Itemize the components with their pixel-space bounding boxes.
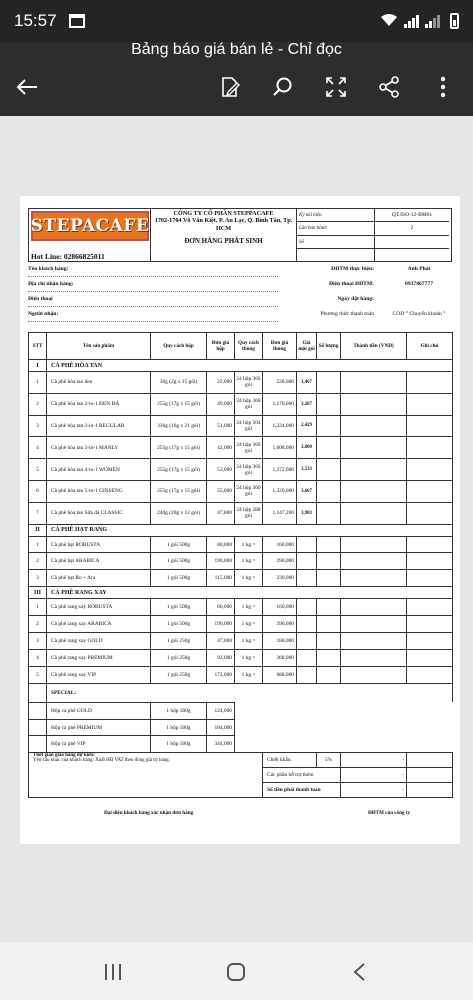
product-name: Cà phê rang xay ARABICA xyxy=(47,616,151,633)
note-cell xyxy=(407,666,453,683)
note-cell xyxy=(407,599,453,616)
table-row xyxy=(29,736,453,753)
carton-spec: 1 kg = xyxy=(235,616,263,633)
box-spec: 1 gói 250g xyxy=(151,666,207,683)
quantity-cell xyxy=(317,393,341,415)
quantity-cell xyxy=(317,459,341,481)
calendar-icon xyxy=(69,14,85,28)
carton-price: 528,000 xyxy=(263,372,297,394)
row-index: 1 xyxy=(29,599,47,616)
note-cell xyxy=(407,415,453,437)
battery-icon xyxy=(450,13,459,29)
row-index xyxy=(29,736,47,753)
box-spec: 255g (17g x 15 gói) xyxy=(151,393,207,415)
column-header: Số lượng xyxy=(317,333,341,360)
carton-spec: 24 hộp 360 gói xyxy=(235,480,263,502)
table-row xyxy=(29,553,453,570)
product-name: Hộp cà phê PREMIUM xyxy=(47,719,151,736)
section-number: III xyxy=(29,587,47,599)
amount-cell xyxy=(341,480,407,502)
carton-price: 1,272,000 xyxy=(263,459,297,481)
box-price: 115,000 xyxy=(207,570,235,587)
pack-price xyxy=(297,536,317,553)
box-spec: 1 hộp 500g xyxy=(151,719,207,736)
amount-cell xyxy=(341,649,407,666)
box-price: 51,000 xyxy=(207,415,235,437)
navigation-bar xyxy=(0,942,473,1000)
section-row xyxy=(29,524,453,536)
product-name: Hộp cà phê GOLD xyxy=(47,702,151,719)
amount-cell xyxy=(341,459,407,481)
pack-price: 3,267 xyxy=(297,393,317,415)
note-cell xyxy=(407,459,453,481)
product-name: Hộp cà phê VIP xyxy=(47,736,151,753)
carton-price: 1,176,000 xyxy=(263,393,297,415)
info-label: Người nhận: xyxy=(28,311,278,322)
product-name: Cà phê hòa tan 2-in-1 ĐEN ĐÁ xyxy=(47,393,151,415)
amount-cell xyxy=(341,553,407,570)
carton-price: 688,000 xyxy=(263,666,297,683)
special-row xyxy=(29,683,453,702)
section-number: II xyxy=(29,524,47,536)
status-bar xyxy=(0,0,473,42)
document-header xyxy=(28,208,452,262)
back-nav-icon[interactable] xyxy=(347,960,371,984)
empty-cell xyxy=(235,702,453,719)
pack-price xyxy=(297,666,317,683)
amount-cell xyxy=(341,616,407,633)
column-header: Ghi chú xyxy=(407,333,453,360)
status-time: 15:57 xyxy=(14,11,57,30)
company-name: CÔNG TY CỔ PHẦN STEPPACAFE xyxy=(173,210,274,217)
column-header: Thành tiền (VNĐ) xyxy=(341,333,407,360)
amount-cell xyxy=(341,502,407,524)
note-cell xyxy=(407,753,453,768)
box-price: 344,000 xyxy=(207,736,235,753)
quantity-cell xyxy=(317,553,341,570)
info-value: 0937867777 xyxy=(405,281,433,287)
column-header: Đơn giá hộp xyxy=(207,333,235,360)
meta-label: Lần ban hành xyxy=(297,222,374,235)
info-label: Điện thoại xyxy=(28,296,278,307)
row-index: 3 xyxy=(29,570,47,587)
note-cell xyxy=(407,616,453,633)
pack-price xyxy=(297,616,317,633)
box-spec: 255g (17g x 15 gói) xyxy=(151,459,207,481)
table-row xyxy=(29,666,453,683)
pack-price xyxy=(297,633,317,650)
staff-signature-label: ĐĐTM của công ty xyxy=(368,810,411,817)
row-index: 3 xyxy=(29,415,47,437)
table-row xyxy=(29,719,453,736)
box-price: 80,000 xyxy=(207,536,235,553)
total-amount: - xyxy=(341,783,407,798)
table-row xyxy=(29,649,453,666)
document-viewer[interactable] xyxy=(0,116,473,942)
product-name: Cà phê rang xay ROBUSTA xyxy=(47,599,151,616)
pack-price xyxy=(297,599,317,616)
quantity-cell xyxy=(317,536,341,553)
carton-price: 1,224,000 xyxy=(263,415,297,437)
wifi-icon xyxy=(380,12,398,31)
note-cell xyxy=(407,768,453,783)
carton-spec: 24 hộp 360 gói xyxy=(235,393,263,415)
pack-price: 1,467 xyxy=(297,372,317,394)
carton-spec: 24 hộp 360 gói xyxy=(235,459,263,481)
quantity-cell xyxy=(317,372,341,394)
info-value: Anh Phát xyxy=(407,266,431,272)
row-index: 2 xyxy=(29,553,47,570)
box-spec: 1 gói 500g xyxy=(151,570,207,587)
app-bar xyxy=(0,42,473,116)
pack-price xyxy=(297,570,317,587)
box-price: 172,000 xyxy=(207,666,235,683)
info-label: Địa chỉ nhận hàng: xyxy=(28,281,278,292)
empty-cell xyxy=(235,736,453,753)
carton-price: 390,000 xyxy=(263,553,297,570)
discount-label: Chiết khấu: xyxy=(263,753,317,768)
pack-price xyxy=(297,649,317,666)
product-name: Cà phê rang xay VIP xyxy=(47,666,151,683)
box-price: 42,000 xyxy=(207,437,235,459)
product-name: Cà phê hạt ARABICA xyxy=(47,553,151,570)
amount-cell xyxy=(341,415,407,437)
box-price: 47,000 xyxy=(207,633,235,650)
info-label: Tên khách hàng: xyxy=(28,266,278,277)
box-spec: 1 hộp 500g xyxy=(151,702,207,719)
box-spec: 1 gói 250g xyxy=(151,649,207,666)
hotline: Hot Line: 02866825011 xyxy=(31,252,105,261)
table-row xyxy=(29,616,453,633)
product-name: Cà phê hòa tan Sữa đá CLASSIC xyxy=(47,502,151,524)
amount-cell xyxy=(341,393,407,415)
box-price: 22,000 xyxy=(207,372,235,394)
info-label: Điện thoại ĐĐTM: xyxy=(328,281,374,287)
edit-icon[interactable] xyxy=(215,72,245,102)
meta-value xyxy=(375,236,449,249)
row-index: 4 xyxy=(29,649,47,666)
support-label: Các phần hỗ trợ thêm xyxy=(263,768,341,783)
row-index: 6 xyxy=(29,480,47,502)
column-header: STT xyxy=(29,333,47,360)
note-cell xyxy=(407,393,453,415)
box-spec: 1 gói 250g xyxy=(151,633,207,650)
support-amount: - xyxy=(341,768,407,783)
quantity-cell xyxy=(317,415,341,437)
carton-price: 160,000 xyxy=(263,536,297,553)
note-cell xyxy=(407,553,453,570)
discount-amount: - xyxy=(341,753,407,768)
amount-cell xyxy=(341,570,407,587)
carton-spec: 1 kg = xyxy=(235,553,263,570)
quantity-cell xyxy=(317,616,341,633)
row-index: 7 xyxy=(29,502,47,524)
carton-spec: 24 hộp 360 gói xyxy=(235,372,263,394)
column-header: Đơn giá thùng xyxy=(263,333,297,360)
product-name: Cà phê hòa tan 5-in-1 GINSENG xyxy=(47,480,151,502)
carton-price: 230,000 xyxy=(263,570,297,587)
pack-price: 2,429 xyxy=(297,415,317,437)
section-name: CÀ PHÊ RANG XAY xyxy=(47,587,453,599)
quantity-cell xyxy=(317,666,341,683)
note-cell xyxy=(407,437,453,459)
price-table xyxy=(28,332,453,798)
table-row xyxy=(29,415,453,437)
box-price: 92,000 xyxy=(207,649,235,666)
note-cell xyxy=(407,480,453,502)
column-header: Quy cách hộp xyxy=(151,333,207,360)
quantity-cell xyxy=(317,570,341,587)
carton-spec: 24 hộp 504 gói xyxy=(235,415,263,437)
carton-price: 160,000 xyxy=(263,599,297,616)
note-cell xyxy=(407,783,453,798)
product-name: Cà phê hòa tan 4-in-1 WOMEN xyxy=(47,459,151,481)
home-icon[interactable] xyxy=(224,960,248,984)
signal-icon-2 xyxy=(425,14,440,28)
status-icons xyxy=(380,12,459,31)
box-spec: 1 gói 500g xyxy=(151,599,207,616)
carton-price: 1,008,000 xyxy=(263,437,297,459)
note-cell xyxy=(407,570,453,587)
product-name: Cà phê hạt Ro + Ara xyxy=(47,570,151,587)
empty-cell xyxy=(235,719,453,736)
section-name: CÀ PHÊ HÒA TAN xyxy=(47,360,453,372)
carton-spec: 1 kg = xyxy=(235,570,263,587)
carton-spec: 1 kg = xyxy=(235,633,263,650)
note-cell xyxy=(407,633,453,650)
box-spec: 255g (17g x 15 gói) xyxy=(151,480,207,502)
table-row xyxy=(29,393,453,415)
box-price: 184,000 xyxy=(207,719,235,736)
row-index: 4 xyxy=(29,437,47,459)
product-name: Cà phê rang xay GOLD xyxy=(47,633,151,650)
note-cell xyxy=(407,502,453,524)
carton-spec: 1 kg = xyxy=(235,666,263,683)
product-name: Cà phê hòa tan 3-in-1 MANLY xyxy=(47,437,151,459)
special-label: SPECIAL: xyxy=(47,683,453,702)
delivery-label: Thời gian giao hàng dự kiến: xyxy=(33,753,95,759)
pack-price xyxy=(297,553,317,570)
amount-cell xyxy=(341,437,407,459)
more-options-icon[interactable] xyxy=(428,72,458,102)
row-index: 1 xyxy=(29,536,47,553)
carton-price: 188,000 xyxy=(263,633,297,650)
column-header: Quy cách thùng xyxy=(235,333,263,360)
table-row xyxy=(29,702,453,719)
product-name: Cà phê hòa tan 3-in-1 REGULAR xyxy=(47,415,151,437)
box-spec: 336g (16g x 21 gói) xyxy=(151,415,207,437)
table-row xyxy=(29,570,453,587)
document-title: Bảng báo giá bán lẻ - Chỉ đọc xyxy=(131,41,342,58)
quantity-cell xyxy=(317,480,341,502)
info-label: ĐĐTM thực hiện: xyxy=(331,266,374,272)
note-cell xyxy=(407,372,453,394)
column-header: Giá một gói xyxy=(297,333,317,360)
table-row xyxy=(29,437,453,459)
column-header: Tên sản phẩm xyxy=(47,333,151,360)
meta-label: Số xyxy=(297,236,374,249)
product-name: Cà phê rang xay PREMIUM xyxy=(47,649,151,666)
row-index xyxy=(29,683,47,702)
quantity-cell xyxy=(317,502,341,524)
box-price: 49,000 xyxy=(207,393,235,415)
meta-value: QT.ISO-12-BM01 xyxy=(375,209,449,222)
carton-spec: 24 hộp 288 gói xyxy=(235,502,263,524)
carton-spec: 1 kg = xyxy=(235,649,263,666)
quantity-cell xyxy=(317,649,341,666)
quantity-cell xyxy=(317,633,341,650)
info-value: COD ° Chuyển khoản ° xyxy=(392,311,446,317)
carton-price: 1,147,200 xyxy=(263,502,297,524)
carton-price: 1,320,000 xyxy=(263,480,297,502)
pack-price: 3,667 xyxy=(297,480,317,502)
fullscreen-icon[interactable] xyxy=(321,72,351,102)
row-index: 2 xyxy=(29,616,47,633)
box-spec: 1 gói 500g xyxy=(151,616,207,633)
pack-price: 3,983 xyxy=(297,502,317,524)
row-index: 3 xyxy=(29,633,47,650)
total-label: Số tiền phải thanh toán xyxy=(263,783,341,798)
section-number: I xyxy=(29,360,47,372)
meta-value: 2 xyxy=(375,222,449,235)
search-icon[interactable] xyxy=(268,72,298,102)
box-spec: 30g (2g x 15 gói) xyxy=(151,372,207,394)
info-label: Phương thức thanh toán xyxy=(320,311,374,317)
footer-row xyxy=(29,753,453,768)
section-row xyxy=(29,360,453,372)
carton-spec: 1 kg = xyxy=(235,599,263,616)
quantity-cell xyxy=(317,437,341,459)
pack-price: 3,533 xyxy=(297,459,317,481)
table-row xyxy=(29,536,453,553)
box-spec: 255g (17g x 15 gói) xyxy=(151,437,207,459)
box-price: 53,000 xyxy=(207,459,235,481)
document-page xyxy=(20,196,460,844)
back-arrow-icon[interactable] xyxy=(12,72,42,102)
box-price: 190,000 xyxy=(207,553,235,570)
signature-area xyxy=(28,798,452,854)
row-index: 1 xyxy=(29,372,47,394)
box-spec: 1 hộp 500g xyxy=(151,736,207,753)
row-index: 2 xyxy=(29,393,47,415)
note-cell xyxy=(407,649,453,666)
box-spec: 1 gói 500g xyxy=(151,553,207,570)
carton-price: 368,000 xyxy=(263,649,297,666)
box-price: 124,000 xyxy=(207,702,235,719)
amount-cell xyxy=(341,666,407,683)
section-name: CÀ PHÊ HẠT RANG xyxy=(47,524,453,536)
row-index: 5 xyxy=(29,459,47,481)
customer-signature-label: Đại diện khách hàng xác nhận đơn hàng xyxy=(104,810,194,817)
row-index xyxy=(29,719,47,736)
row-index: 5 xyxy=(29,666,47,683)
discount-value: 5% xyxy=(317,753,341,768)
section-row xyxy=(29,587,453,599)
share-icon[interactable] xyxy=(374,72,404,102)
table-row xyxy=(29,633,453,650)
amount-cell xyxy=(341,599,407,616)
table-row xyxy=(29,459,453,481)
meta-label: Ký mã hiệu xyxy=(297,209,374,222)
box-price: 47,800 xyxy=(207,502,235,524)
amount-cell xyxy=(341,536,407,553)
note-cell xyxy=(407,536,453,553)
table-row xyxy=(29,599,453,616)
recent-apps-icon[interactable] xyxy=(101,960,125,984)
box-price: 190,000 xyxy=(207,616,235,633)
carton-price: 390,000 xyxy=(263,616,297,633)
box-price: 55,000 xyxy=(207,480,235,502)
carton-spec: 24 hộp 360 gói xyxy=(235,437,263,459)
row-index xyxy=(29,702,47,719)
carton-spec: 1 kg = xyxy=(235,536,263,553)
product-name: Cà phê hòa tan đen xyxy=(47,372,151,394)
delivery-notes xyxy=(29,753,263,798)
table-row xyxy=(29,480,453,502)
table-row xyxy=(29,502,453,524)
company-address: 1702-1704 Võ Văn Kiệt, P. An Lạc, Q. Bình Tân, Tp. HCM xyxy=(154,217,293,232)
product-name: Cà phê hạt ROBUSTA xyxy=(47,536,151,553)
box-price: 80,000 xyxy=(207,599,235,616)
doc-title: ĐƠN HÀNG PHÁT SINH xyxy=(184,237,263,246)
quantity-cell xyxy=(317,599,341,616)
table-row xyxy=(29,372,453,394)
pack-price: 2,800 xyxy=(297,437,317,459)
company-logo: STEPACAFE xyxy=(31,211,149,241)
customer-info xyxy=(28,266,452,332)
signal-icon xyxy=(404,14,419,28)
customer-request-note: Yêu cầu khác của khách hàng: Xuất HĐ VAT theo đúng giá trị hàng. xyxy=(33,758,170,764)
box-spec: 1 gói 500g xyxy=(151,536,207,553)
amount-cell xyxy=(341,372,407,394)
box-spec: 240g (20g x 12 gói) xyxy=(151,502,207,524)
info-label: Ngày đặt hàng: xyxy=(337,296,374,302)
amount-cell xyxy=(341,633,407,650)
